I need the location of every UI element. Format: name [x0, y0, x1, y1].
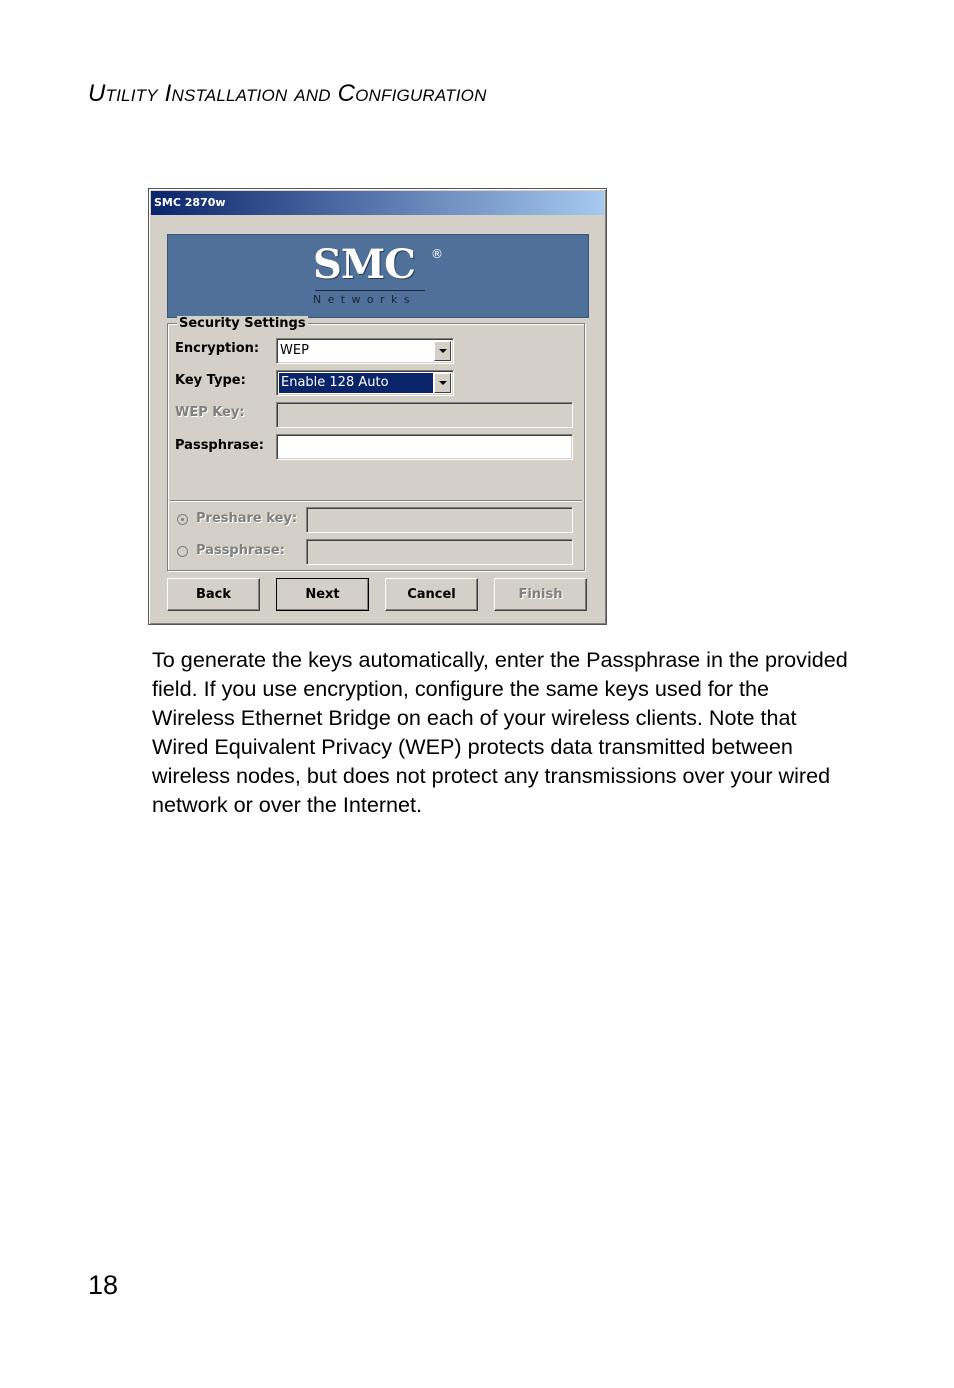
passphrase-label: Passphrase:: [175, 438, 264, 453]
group-divider: [170, 500, 582, 502]
preshare-key-radio[interactable]: [177, 514, 188, 525]
logo-rule: [315, 290, 425, 291]
passphrase-radio-field[interactable]: [306, 539, 573, 565]
encryption-label: Encryption:: [175, 341, 260, 356]
cancel-button[interactable]: Cancel: [385, 578, 478, 611]
wep-key-label: WEP Key:: [175, 405, 245, 420]
smc-banner: [167, 234, 589, 318]
finish-button[interactable]: Finish: [494, 578, 587, 611]
next-button[interactable]: Next: [276, 578, 369, 611]
key-type-select[interactable]: [276, 370, 454, 396]
preshare-key-field[interactable]: [306, 507, 573, 533]
chevron-down-icon: [439, 381, 447, 385]
title-bar[interactable]: [151, 191, 604, 215]
page-header: Utility Installation and Configuration: [88, 80, 487, 107]
key-type-dropdown-button[interactable]: [434, 373, 451, 393]
preshare-key-label: Preshare key:: [196, 511, 298, 526]
window-title: SMC 2870w: [154, 196, 226, 209]
logo-mark: SMC: [313, 241, 415, 288]
security-settings-group: [167, 316, 585, 571]
group-title: Security Settings: [179, 316, 306, 331]
encryption-value: WEP: [280, 343, 309, 358]
encryption-select[interactable]: [276, 338, 454, 364]
chevron-down-icon: [439, 349, 447, 353]
passphrase-radio[interactable]: [177, 546, 188, 557]
passphrase-input[interactable]: [276, 434, 573, 460]
registered-mark: ®: [431, 247, 443, 261]
encryption-dropdown-button[interactable]: [434, 341, 451, 361]
logo-subtitle: Networks: [313, 293, 416, 306]
smc-dialog-window: [148, 188, 607, 625]
instruction-paragraph: To generate the keys automatically, enter the Passphrase in the provided field. If you use encryption, configure the same keys used for the Wireless Ethernet Bridge on each of your wireless clients. Note that Wired Equivalent Privacy (WEP) protects data transmitted between wireless nodes, but does not protect any transmissions over your wired network or over the Internet.: [152, 647, 848, 817]
wep-key-field[interactable]: [276, 402, 573, 428]
smc-logo: [313, 243, 453, 311]
page-number: 18: [88, 1270, 119, 1300]
key-type-value: Enable 128 Auto: [279, 373, 433, 393]
back-button[interactable]: Back: [167, 578, 260, 611]
passphrase-radio-label: Passphrase:: [196, 543, 285, 558]
key-type-label: Key Type:: [175, 373, 246, 388]
